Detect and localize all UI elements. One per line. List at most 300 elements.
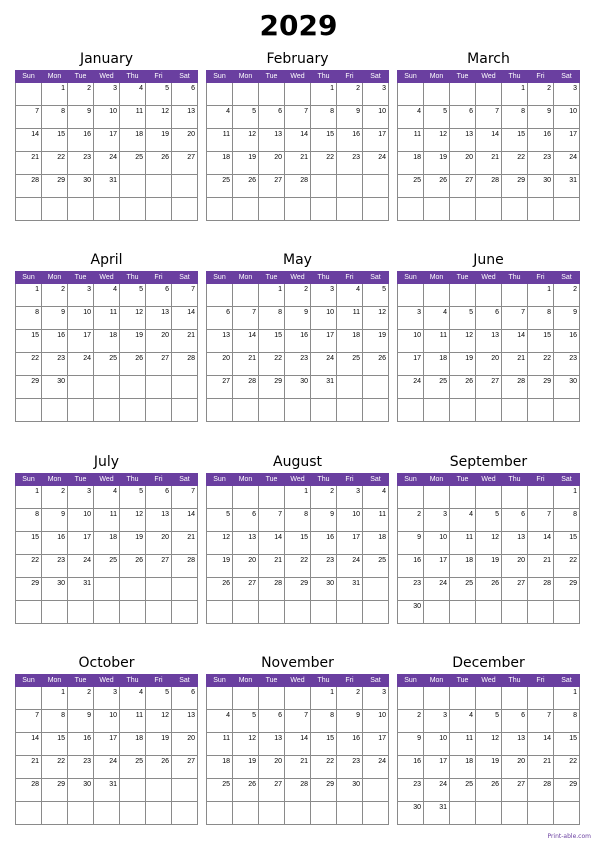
day-cell: 18: [398, 152, 424, 175]
month-name: April: [90, 252, 123, 268]
weekday-header: Tue: [259, 71, 285, 83]
day-cell: 10: [363, 710, 389, 733]
month-name: March: [467, 51, 510, 67]
week-row: [207, 555, 389, 578]
day-cell: 10: [424, 733, 450, 756]
day-cell: 16: [398, 555, 424, 578]
day-cell: 19: [207, 555, 233, 578]
month-september: [397, 451, 580, 624]
day-cell: [450, 83, 476, 106]
day-cell: [172, 779, 198, 802]
weekday-header: Fri: [528, 71, 554, 83]
day-cell: [42, 802, 68, 825]
day-cell: 27: [476, 376, 502, 399]
day-cell: 14: [285, 129, 311, 152]
month-calendar-table: [397, 674, 580, 825]
week-row: [207, 307, 389, 330]
day-cell: 5: [476, 509, 502, 532]
day-cell: [207, 399, 233, 422]
day-cell: 24: [68, 353, 94, 376]
weekday-header-row: [398, 474, 580, 486]
day-cell: 23: [528, 152, 554, 175]
day-cell: 7: [172, 486, 198, 509]
day-cell: [233, 486, 259, 509]
day-cell: 21: [16, 756, 42, 779]
day-cell: [450, 601, 476, 624]
day-cell: [311, 399, 337, 422]
weekday-header-row: [398, 675, 580, 687]
day-cell: [259, 601, 285, 624]
day-cell: 18: [207, 756, 233, 779]
day-cell: 16: [68, 129, 94, 152]
day-cell: [259, 802, 285, 825]
day-cell: 10: [398, 330, 424, 353]
week-row: [207, 578, 389, 601]
week-row: [16, 106, 198, 129]
day-cell: 6: [450, 106, 476, 129]
day-cell: 5: [424, 106, 450, 129]
day-cell: 30: [398, 802, 424, 825]
day-cell: 29: [311, 779, 337, 802]
day-cell: 27: [259, 779, 285, 802]
day-cell: 16: [68, 733, 94, 756]
weekday-header: Mon: [233, 272, 259, 284]
day-cell: 22: [16, 555, 42, 578]
day-cell: [42, 198, 68, 221]
day-cell: 23: [68, 756, 94, 779]
day-cell: 1: [528, 284, 554, 307]
day-cell: [172, 376, 198, 399]
day-cell: 24: [311, 353, 337, 376]
day-cell: 30: [68, 175, 94, 198]
day-cell: 3: [424, 509, 450, 532]
day-cell: 15: [16, 330, 42, 353]
week-row: [207, 83, 389, 106]
day-cell: 25: [450, 779, 476, 802]
month-november: [206, 652, 389, 825]
year-title: 2029: [259, 9, 338, 42]
day-cell: [476, 284, 502, 307]
day-cell: 26: [233, 175, 259, 198]
day-cell: 23: [554, 353, 580, 376]
month-name: December: [452, 655, 525, 671]
day-cell: 13: [172, 106, 198, 129]
day-cell: 21: [528, 756, 554, 779]
day-cell: 27: [450, 175, 476, 198]
day-cell: 8: [554, 509, 580, 532]
day-cell: 15: [259, 330, 285, 353]
day-cell: [502, 399, 528, 422]
day-cell: [554, 399, 580, 422]
weekday-header: Sun: [16, 272, 42, 284]
day-cell: 13: [207, 330, 233, 353]
day-cell: 23: [337, 152, 363, 175]
day-cell: 11: [94, 509, 120, 532]
day-cell: 8: [554, 710, 580, 733]
day-cell: [146, 376, 172, 399]
day-cell: 31: [94, 175, 120, 198]
day-cell: [424, 601, 450, 624]
day-cell: [502, 802, 528, 825]
day-cell: 11: [363, 509, 389, 532]
day-cell: 18: [450, 555, 476, 578]
day-cell: [233, 83, 259, 106]
day-cell: 7: [502, 307, 528, 330]
week-row: [398, 733, 580, 756]
day-cell: [363, 802, 389, 825]
day-cell: [476, 802, 502, 825]
day-cell: 18: [120, 129, 146, 152]
day-cell: 20: [146, 330, 172, 353]
weekday-header: Thu: [311, 675, 337, 687]
day-cell: 5: [120, 284, 146, 307]
week-row: [16, 509, 198, 532]
day-cell: 18: [94, 330, 120, 353]
day-cell: 28: [172, 555, 198, 578]
day-cell: 12: [424, 129, 450, 152]
day-cell: 17: [337, 532, 363, 555]
weekday-header: Sat: [172, 272, 198, 284]
day-cell: 9: [528, 106, 554, 129]
weekday-header: Sat: [172, 71, 198, 83]
day-cell: [172, 802, 198, 825]
week-row: [207, 756, 389, 779]
weekday-header: Wed: [285, 71, 311, 83]
day-cell: 2: [285, 284, 311, 307]
day-cell: 12: [476, 532, 502, 555]
month-august: [206, 451, 389, 624]
weekday-header: Thu: [311, 272, 337, 284]
day-cell: [476, 486, 502, 509]
day-cell: [528, 687, 554, 710]
weekday-header: Fri: [528, 272, 554, 284]
day-cell: 7: [233, 307, 259, 330]
month-name: June: [473, 252, 504, 268]
month-calendar-table: [15, 271, 198, 422]
month-calendar-table: [397, 271, 580, 422]
day-cell: 24: [337, 555, 363, 578]
day-cell: [363, 578, 389, 601]
day-cell: 8: [16, 509, 42, 532]
weekday-header: Thu: [502, 474, 528, 486]
day-cell: 14: [476, 129, 502, 152]
day-cell: [94, 198, 120, 221]
day-cell: 4: [424, 307, 450, 330]
day-cell: 24: [68, 555, 94, 578]
day-cell: 15: [528, 330, 554, 353]
weekday-header: Tue: [68, 474, 94, 486]
day-cell: [398, 284, 424, 307]
day-cell: 22: [42, 152, 68, 175]
day-cell: 4: [207, 106, 233, 129]
weekday-header: Fri: [337, 272, 363, 284]
day-cell: [120, 175, 146, 198]
day-cell: 7: [172, 284, 198, 307]
day-cell: [207, 198, 233, 221]
week-row: [398, 555, 580, 578]
day-cell: 19: [233, 756, 259, 779]
day-cell: 4: [120, 83, 146, 106]
day-cell: [172, 175, 198, 198]
day-cell: 4: [337, 284, 363, 307]
day-cell: [502, 486, 528, 509]
day-cell: 13: [146, 307, 172, 330]
day-cell: [450, 802, 476, 825]
day-cell: [120, 376, 146, 399]
day-cell: [172, 601, 198, 624]
day-cell: [146, 399, 172, 422]
day-cell: 19: [424, 152, 450, 175]
day-cell: 17: [311, 330, 337, 353]
weekday-header: Sat: [363, 675, 389, 687]
day-cell: 28: [285, 175, 311, 198]
day-cell: 1: [259, 284, 285, 307]
day-cell: 21: [502, 353, 528, 376]
weekday-header-row: [16, 272, 198, 284]
weekday-header: Mon: [233, 474, 259, 486]
day-cell: 26: [450, 376, 476, 399]
week-row: [16, 710, 198, 733]
day-cell: 26: [146, 152, 172, 175]
day-cell: 1: [285, 486, 311, 509]
day-cell: [554, 601, 580, 624]
day-cell: [363, 198, 389, 221]
day-cell: 30: [528, 175, 554, 198]
day-cell: 8: [42, 106, 68, 129]
day-cell: [16, 601, 42, 624]
day-cell: 20: [172, 733, 198, 756]
week-row: [207, 601, 389, 624]
day-cell: 30: [285, 376, 311, 399]
weekday-header: Thu: [502, 272, 528, 284]
day-cell: 29: [285, 578, 311, 601]
day-cell: 24: [94, 152, 120, 175]
weekday-header: Tue: [68, 675, 94, 687]
day-cell: [259, 198, 285, 221]
day-cell: 11: [94, 307, 120, 330]
day-cell: 25: [337, 353, 363, 376]
weekday-header: Sat: [363, 272, 389, 284]
day-cell: 27: [172, 152, 198, 175]
day-cell: 5: [233, 710, 259, 733]
week-row: [16, 307, 198, 330]
month-name: January: [79, 51, 134, 67]
day-cell: 22: [311, 756, 337, 779]
day-cell: 8: [502, 106, 528, 129]
day-cell: [94, 802, 120, 825]
day-cell: 2: [311, 486, 337, 509]
weekday-header-row: [207, 675, 389, 687]
weekday-header: Fri: [337, 71, 363, 83]
day-cell: 22: [259, 353, 285, 376]
week-row: [398, 106, 580, 129]
day-cell: 10: [554, 106, 580, 129]
day-cell: 17: [94, 733, 120, 756]
day-cell: 16: [42, 330, 68, 353]
day-cell: 30: [42, 578, 68, 601]
day-cell: [424, 687, 450, 710]
weekday-header-row: [398, 71, 580, 83]
week-row: [16, 555, 198, 578]
day-cell: 13: [233, 532, 259, 555]
day-cell: 29: [259, 376, 285, 399]
day-cell: 16: [285, 330, 311, 353]
weekday-header: Sun: [398, 272, 424, 284]
day-cell: 25: [424, 376, 450, 399]
weekday-header: Fri: [528, 675, 554, 687]
day-cell: 2: [337, 687, 363, 710]
day-cell: [554, 802, 580, 825]
day-cell: 16: [528, 129, 554, 152]
day-cell: 24: [424, 578, 450, 601]
day-cell: 22: [42, 756, 68, 779]
day-cell: [424, 83, 450, 106]
day-cell: 9: [398, 733, 424, 756]
day-cell: [476, 687, 502, 710]
day-cell: 14: [285, 733, 311, 756]
week-row: [398, 353, 580, 376]
day-cell: [450, 687, 476, 710]
day-cell: 22: [554, 756, 580, 779]
weekday-header-row: [207, 272, 389, 284]
day-cell: 31: [337, 578, 363, 601]
day-cell: 30: [398, 601, 424, 624]
month-calendar-table: [206, 674, 389, 825]
day-cell: 14: [502, 330, 528, 353]
day-cell: 23: [311, 555, 337, 578]
day-cell: [68, 601, 94, 624]
day-cell: 16: [337, 733, 363, 756]
day-cell: 25: [120, 152, 146, 175]
month-october: [15, 652, 198, 825]
day-cell: 19: [450, 353, 476, 376]
month-may: [206, 249, 389, 422]
day-cell: [146, 779, 172, 802]
month-name: August: [273, 454, 322, 470]
day-cell: [146, 601, 172, 624]
day-cell: 26: [363, 353, 389, 376]
weekday-header: Wed: [94, 272, 120, 284]
weekday-header: Mon: [424, 675, 450, 687]
day-cell: 13: [146, 509, 172, 532]
day-cell: 24: [363, 152, 389, 175]
week-row: [207, 198, 389, 221]
day-cell: 5: [476, 710, 502, 733]
day-cell: [120, 802, 146, 825]
day-cell: 4: [207, 710, 233, 733]
day-cell: 3: [363, 83, 389, 106]
day-cell: [146, 175, 172, 198]
day-cell: 25: [94, 353, 120, 376]
day-cell: 28: [16, 779, 42, 802]
day-cell: 19: [120, 330, 146, 353]
day-cell: [337, 198, 363, 221]
day-cell: 6: [502, 710, 528, 733]
day-cell: [528, 399, 554, 422]
week-row: [16, 578, 198, 601]
day-cell: 6: [502, 509, 528, 532]
day-cell: [233, 198, 259, 221]
weekday-header: Fri: [337, 474, 363, 486]
day-cell: 29: [554, 779, 580, 802]
day-cell: 18: [207, 152, 233, 175]
day-cell: [42, 601, 68, 624]
weekday-header: Sun: [398, 675, 424, 687]
day-cell: 5: [146, 83, 172, 106]
day-cell: 31: [311, 376, 337, 399]
day-cell: 6: [259, 106, 285, 129]
day-cell: 7: [259, 509, 285, 532]
weekday-header: Wed: [285, 474, 311, 486]
day-cell: 20: [259, 152, 285, 175]
day-cell: [285, 601, 311, 624]
day-cell: 25: [207, 779, 233, 802]
day-cell: [233, 399, 259, 422]
day-cell: 2: [398, 710, 424, 733]
day-cell: 26: [146, 756, 172, 779]
day-cell: 16: [42, 532, 68, 555]
day-cell: 25: [398, 175, 424, 198]
weekday-header-row: [16, 474, 198, 486]
month-calendar-table: [206, 70, 389, 221]
day-cell: [398, 486, 424, 509]
day-cell: [363, 779, 389, 802]
weekday-header: Sat: [172, 474, 198, 486]
day-cell: 17: [424, 555, 450, 578]
day-cell: 23: [398, 779, 424, 802]
day-cell: 29: [42, 779, 68, 802]
day-cell: 3: [68, 284, 94, 307]
day-cell: 18: [94, 532, 120, 555]
day-cell: [398, 83, 424, 106]
day-cell: 6: [233, 509, 259, 532]
day-cell: 16: [337, 129, 363, 152]
week-row: [398, 284, 580, 307]
day-cell: 11: [398, 129, 424, 152]
day-cell: 2: [528, 83, 554, 106]
day-cell: 15: [311, 129, 337, 152]
day-cell: 8: [16, 307, 42, 330]
day-cell: 22: [502, 152, 528, 175]
day-cell: [207, 284, 233, 307]
day-cell: 19: [146, 733, 172, 756]
day-cell: 11: [450, 733, 476, 756]
weekday-header: Sun: [398, 474, 424, 486]
week-row: [207, 152, 389, 175]
weekday-header: Tue: [259, 272, 285, 284]
day-cell: [528, 601, 554, 624]
day-cell: 9: [554, 307, 580, 330]
day-cell: 1: [16, 284, 42, 307]
day-cell: 27: [502, 578, 528, 601]
month-calendar-table: [15, 473, 198, 624]
day-cell: [259, 486, 285, 509]
day-cell: [16, 687, 42, 710]
weekday-header: Sun: [207, 71, 233, 83]
month-name: February: [266, 51, 329, 67]
day-cell: 11: [207, 733, 233, 756]
day-cell: 15: [42, 129, 68, 152]
month-march: [397, 48, 580, 221]
day-cell: 4: [94, 486, 120, 509]
day-cell: [398, 687, 424, 710]
day-cell: 1: [554, 486, 580, 509]
day-cell: 22: [311, 152, 337, 175]
day-cell: 15: [502, 129, 528, 152]
day-cell: 14: [16, 733, 42, 756]
day-cell: 6: [172, 83, 198, 106]
day-cell: 29: [16, 376, 42, 399]
